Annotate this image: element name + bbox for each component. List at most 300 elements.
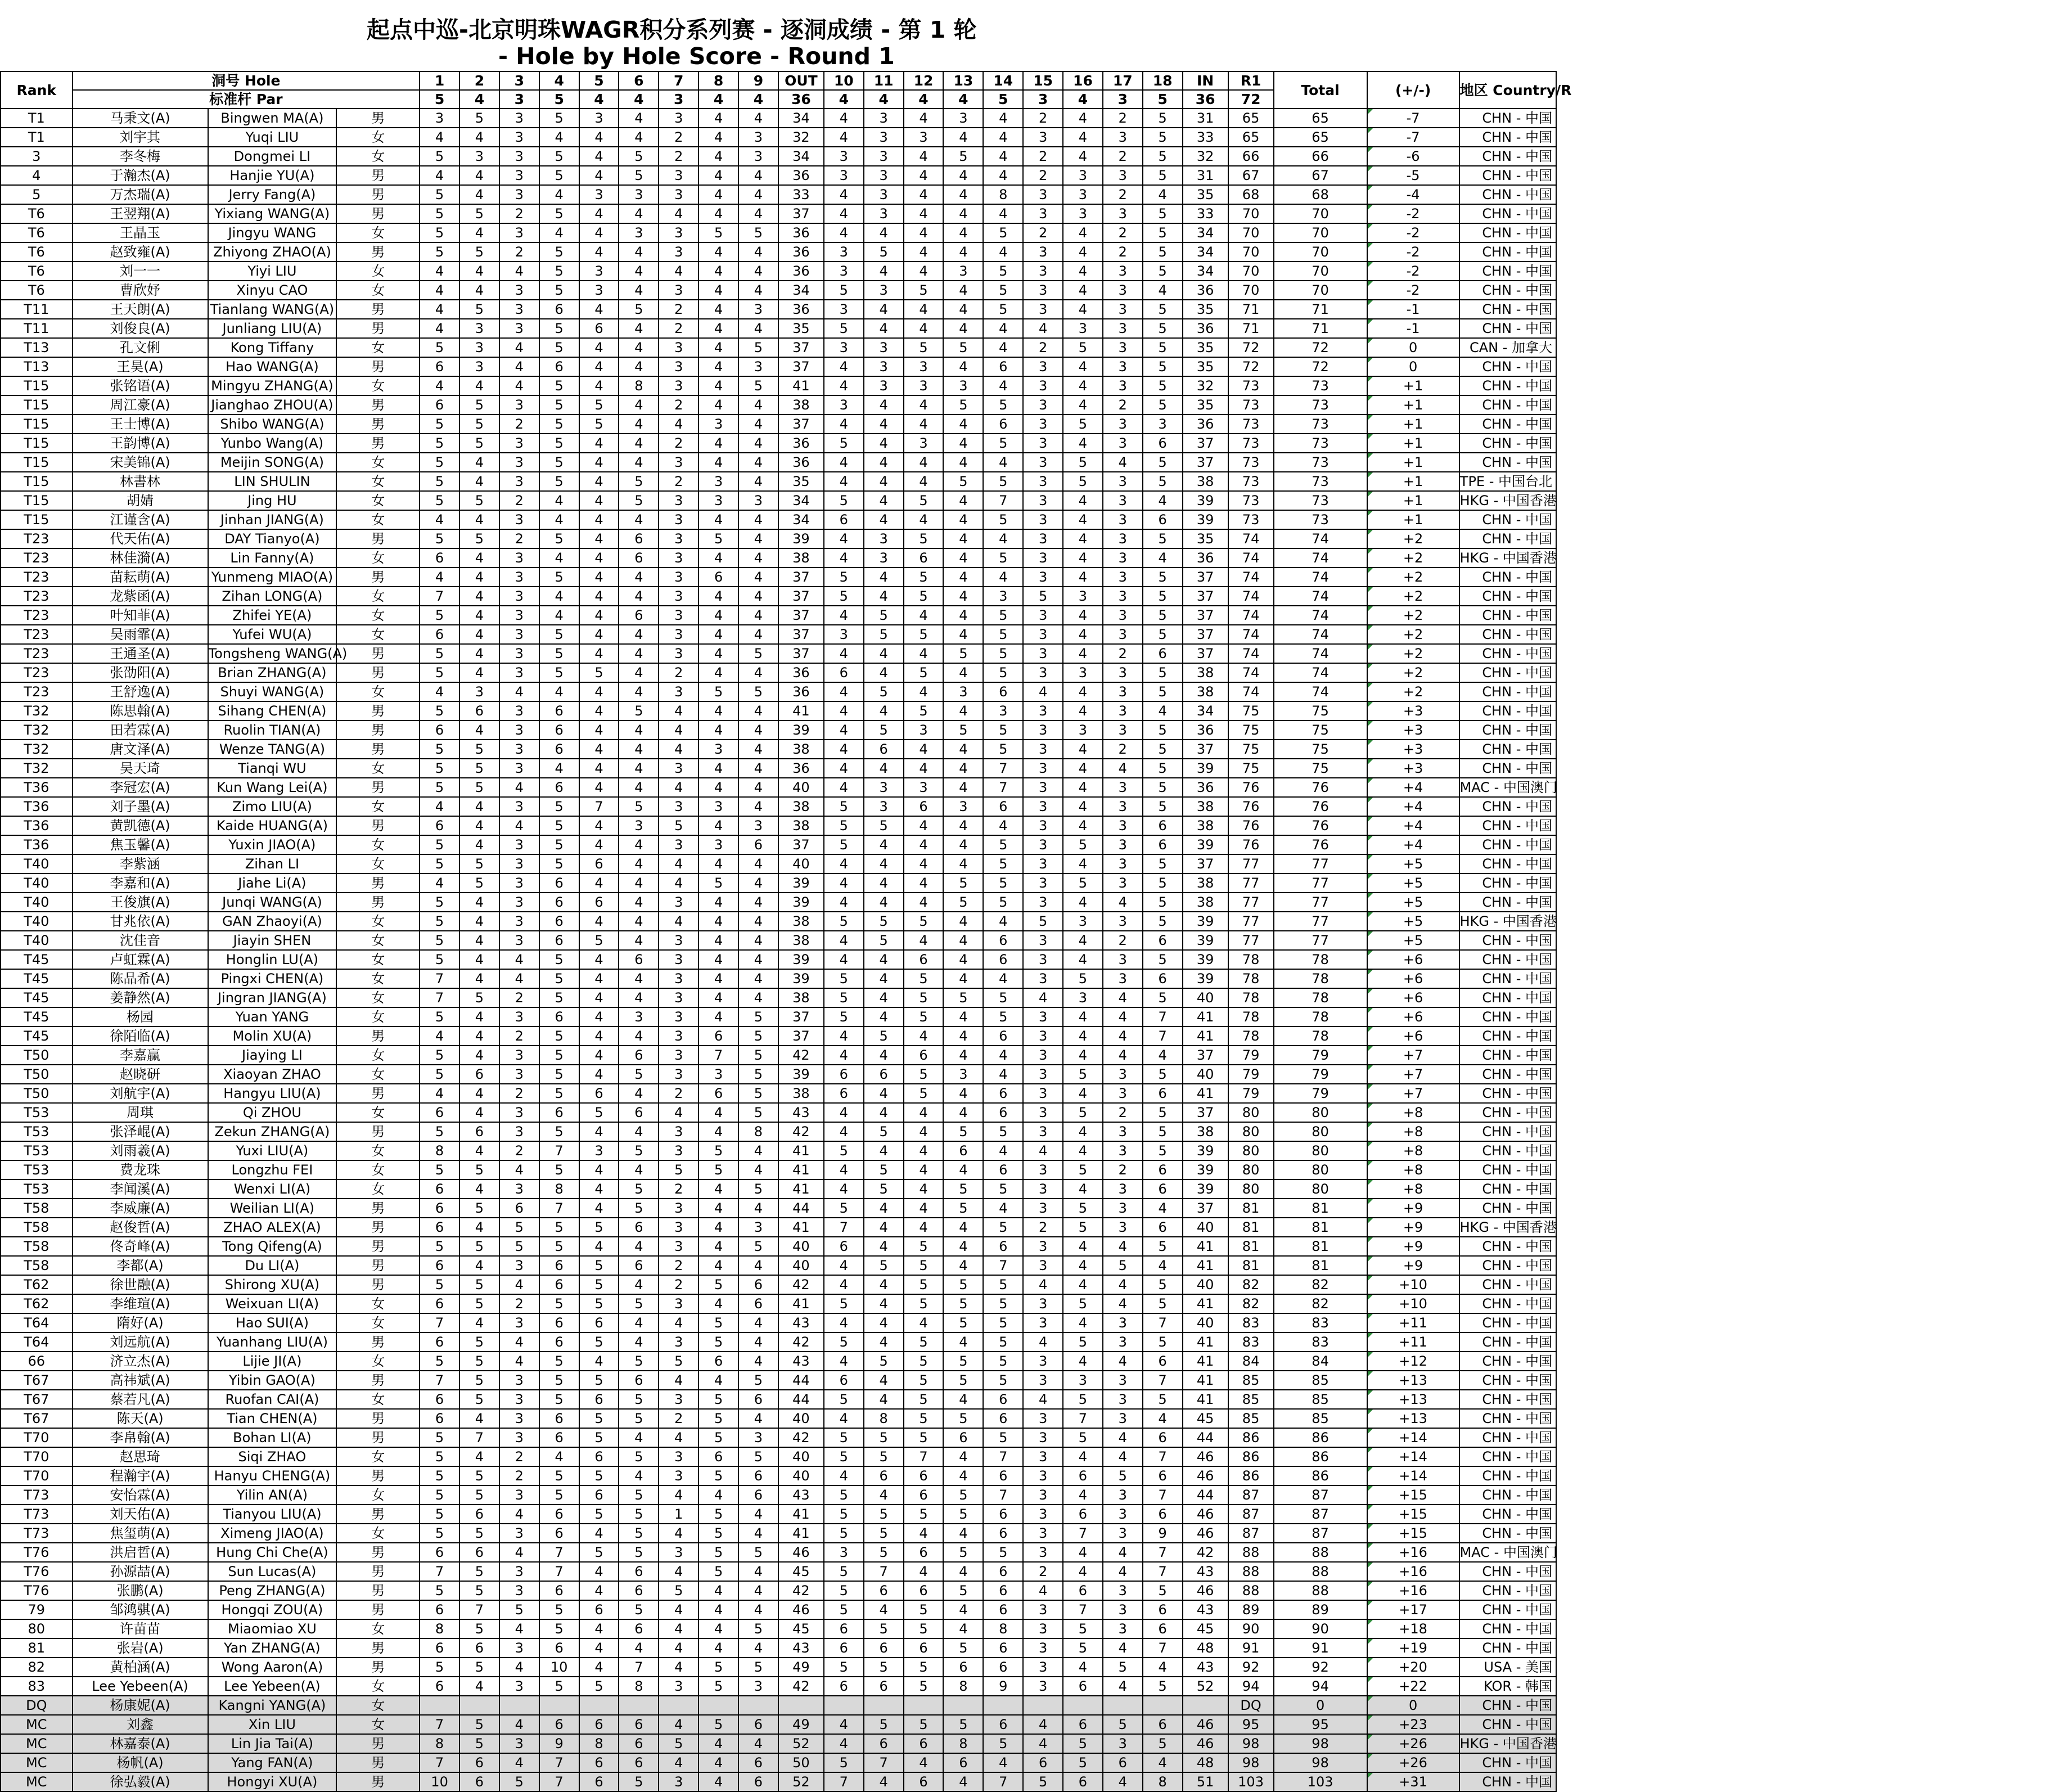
score-cell: 41: [778, 701, 824, 721]
score-cell: 4: [420, 510, 459, 529]
score-cell: 5: [824, 434, 864, 453]
score-cell: 3: [943, 262, 983, 281]
score-cell: 3: [824, 395, 864, 415]
gender-cell: 男: [336, 778, 420, 797]
score-cell: 6: [459, 1772, 499, 1791]
score-cell: 5: [738, 1447, 778, 1466]
score-cell: 4: [619, 969, 659, 988]
score-cell: 4: [539, 510, 579, 529]
score-cell: 5: [983, 1352, 1023, 1371]
score-cell: 4: [579, 1007, 619, 1026]
score-cell: 38: [1183, 816, 1228, 835]
rank-cell: T58: [1, 1256, 73, 1275]
score-cell: 4: [738, 1600, 778, 1619]
chinese-name-cell: 王通圣(A): [73, 644, 208, 663]
score-cell: 37: [778, 568, 824, 587]
score-cell: 5: [539, 1390, 579, 1409]
score-cell: 4: [824, 128, 864, 147]
score-cell: 4: [698, 453, 738, 472]
score-cell: 4: [1063, 893, 1103, 912]
score-cell: 4: [943, 740, 983, 759]
score-cell: 35: [1183, 357, 1228, 376]
table-row: [1, 1218, 1556, 1237]
score-cell: 6: [539, 1428, 579, 1447]
score-cell: 5: [983, 395, 1023, 415]
diff-cell: +4: [1367, 816, 1459, 835]
score-cell: 3: [864, 529, 904, 548]
score-cell: 5: [738, 1371, 778, 1390]
gender-cell: 女: [336, 223, 420, 242]
score-cell: 5: [459, 1715, 499, 1734]
score-cell: 4: [904, 874, 944, 893]
score-cell: 4: [824, 701, 864, 721]
round-score-cell: 76: [1228, 797, 1274, 816]
score-cell: 5: [1023, 912, 1063, 931]
score-cell: 3: [659, 357, 698, 376]
score-cell: 3: [1023, 854, 1063, 874]
diff-cell: +8: [1367, 1141, 1459, 1160]
diff-cell: +6: [1367, 1026, 1459, 1046]
score-cell: 4: [983, 147, 1023, 166]
table-row: [1, 166, 1556, 185]
score-cell: 5: [420, 778, 459, 797]
round-score-cell: 80: [1228, 1160, 1274, 1179]
score-cell: 5: [579, 1677, 619, 1696]
score-cell: 5: [459, 395, 499, 415]
score-cell: 3: [1023, 1409, 1063, 1428]
rank-cell: T36: [1, 797, 73, 816]
score-cell: 6: [698, 1352, 738, 1371]
score-cell: 42: [778, 1275, 824, 1294]
english-name-cell: Honglin LU(A): [208, 950, 337, 969]
score-cell: 4: [420, 166, 459, 185]
table-row: [1, 434, 1556, 453]
score-cell: 3: [1103, 1524, 1143, 1543]
english-name-cell: Zekun ZHANG(A): [208, 1122, 337, 1141]
score-cell: 5: [738, 1026, 778, 1046]
chinese-name-cell: 李紫涵: [73, 854, 208, 874]
score-cell: 6: [539, 1638, 579, 1658]
score-cell: 39: [778, 969, 824, 988]
score-cell: 2: [659, 1084, 698, 1103]
table-row: [1, 1160, 1556, 1179]
score-cell: 5: [539, 1237, 579, 1256]
score-cell: 3: [1103, 1371, 1143, 1390]
score-cell: 4: [1023, 1715, 1063, 1734]
score-cell: 6: [420, 1677, 459, 1696]
rank-cell: T62: [1, 1275, 73, 1294]
score-cell: 4: [459, 912, 499, 931]
score-cell: 4: [698, 912, 738, 931]
total-cell: 75: [1274, 759, 1367, 778]
score-cell: 3: [659, 1007, 698, 1026]
score-cell: 5: [459, 529, 499, 548]
score-cell: 4: [579, 682, 619, 701]
score-cell: 5: [824, 587, 864, 606]
rank-cell: MC: [1, 1772, 73, 1791]
rank-cell: 81: [1, 1638, 73, 1658]
diff-cell: +22: [1367, 1677, 1459, 1696]
score-cell: 34: [1183, 262, 1228, 281]
score-cell: 3: [659, 529, 698, 548]
score-cell: 5: [983, 1179, 1023, 1199]
score-cell: 3: [1023, 1466, 1063, 1485]
gender-cell: 男: [336, 166, 420, 185]
chinese-name-cell: 杨帆(A): [73, 1753, 208, 1772]
score-cell: 5: [983, 510, 1023, 529]
round-score-cell: 82: [1228, 1275, 1274, 1294]
score-cell: 39: [778, 874, 824, 893]
score-cell: 37: [778, 1007, 824, 1026]
score-cell: 35: [1183, 300, 1228, 319]
score-cell: 3: [904, 434, 944, 453]
score-cell: 5: [1063, 1294, 1103, 1313]
score-cell: 4: [864, 223, 904, 242]
english-name-cell: Bohan LI(A): [208, 1428, 337, 1447]
score-cell: 3: [864, 797, 904, 816]
score-cell: 5: [943, 1485, 983, 1505]
score-cell: 4: [904, 223, 944, 242]
score-cell: 5: [824, 816, 864, 835]
gender-cell: 男: [336, 1638, 420, 1658]
score-cell: 5: [539, 147, 579, 166]
score-cell: 3: [1023, 529, 1063, 548]
score-cell: 2: [659, 1275, 698, 1294]
score-cell: 4: [539, 682, 579, 701]
score-cell: 6: [738, 1715, 778, 1734]
score-cell: 7: [420, 587, 459, 606]
score-cell: 4: [619, 319, 659, 338]
score-cell: 4: [459, 644, 499, 663]
chinese-name-cell: 宋美锦(A): [73, 453, 208, 472]
score-cell: 3: [499, 1581, 539, 1600]
score-cell: 3: [1063, 1371, 1103, 1390]
diff-cell: +13: [1367, 1371, 1459, 1390]
rank-cell: T15: [1, 415, 73, 434]
score-cell: 5: [904, 587, 944, 606]
score-cell: 4: [1063, 854, 1103, 874]
total-cell: 78: [1274, 988, 1367, 1007]
score-cell: 3: [659, 1466, 698, 1485]
diff-cell: +19: [1367, 1638, 1459, 1658]
score-cell: 6: [983, 797, 1023, 816]
score-cell: 40: [778, 854, 824, 874]
score-cell: 4: [619, 587, 659, 606]
score-cell: 5: [1063, 1753, 1103, 1772]
score-cell: 3: [1103, 1065, 1143, 1084]
round-score-cell: 79: [1228, 1046, 1274, 1065]
chinese-name-cell: 林書林: [73, 472, 208, 491]
score-cell: 4: [698, 1485, 738, 1505]
score-cell: 5: [459, 1734, 499, 1753]
round-score-cell: 74: [1228, 663, 1274, 682]
score-cell: 6: [983, 1581, 1023, 1600]
score-cell: 5: [824, 1141, 864, 1160]
table-row: [1, 1199, 1556, 1218]
total-cell: 91: [1274, 1638, 1367, 1658]
score-cell: 6: [579, 893, 619, 912]
score-cell: 4: [943, 128, 983, 147]
country-cell: CHN - 中国: [1459, 931, 1556, 950]
score-cell: 3: [1023, 1160, 1063, 1179]
country-cell: CHN - 中国: [1459, 1600, 1556, 1619]
score-cell: 6: [983, 1658, 1023, 1677]
score-cell: [619, 1696, 659, 1715]
country-cell: CHN - 中国: [1459, 1141, 1556, 1160]
score-cell: 5: [824, 1007, 864, 1026]
score-cell: 4: [943, 166, 983, 185]
score-cell: 3: [499, 797, 539, 816]
score-cell: 4: [904, 1179, 944, 1199]
score-cell: 35: [778, 472, 824, 491]
score-cell: 37: [1183, 625, 1228, 644]
total-cell: 79: [1274, 1046, 1367, 1065]
score-cell: 3: [1023, 357, 1063, 376]
score-cell: 5: [738, 644, 778, 663]
score-cell: 4: [904, 185, 944, 204]
score-cell: 5: [420, 1046, 459, 1065]
country-cell: CHN - 中国: [1459, 1256, 1556, 1275]
score-cell: 5: [420, 1581, 459, 1600]
score-cell: 6: [420, 1390, 459, 1409]
country-cell: CHN - 中国: [1459, 701, 1556, 721]
diff-cell: +2: [1367, 529, 1459, 548]
score-cell: 5: [420, 415, 459, 434]
round-score-cell: 70: [1228, 262, 1274, 281]
score-cell: 7: [1143, 1562, 1183, 1581]
score-cell: 4: [459, 1179, 499, 1199]
diff-cell: +6: [1367, 969, 1459, 988]
score-cell: 5: [983, 874, 1023, 893]
score-cell: 7: [904, 1447, 944, 1466]
table-row: [1, 874, 1556, 893]
table-row: [1, 300, 1556, 319]
score-cell: 5: [1063, 1332, 1103, 1352]
diff-cell: +4: [1367, 778, 1459, 797]
score-cell: 2: [499, 415, 539, 434]
score-cell: 37: [1183, 453, 1228, 472]
par-value: 3: [499, 90, 539, 109]
score-cell: 7: [1143, 1007, 1183, 1026]
score-cell: 4: [499, 816, 539, 835]
score-cell: 4: [459, 1007, 499, 1026]
chinese-name-cell: 马秉文(A): [73, 109, 208, 128]
score-cell: 4: [420, 262, 459, 281]
rank-cell: T13: [1, 357, 73, 376]
score-cell: 36: [778, 242, 824, 262]
gender-cell: 男: [336, 1543, 420, 1562]
score-cell: [1103, 1696, 1143, 1715]
score-cell: 37: [778, 587, 824, 606]
total-cell: 76: [1274, 797, 1367, 816]
country-cell: CHN - 中国: [1459, 1485, 1556, 1505]
score-cell: 6: [420, 1638, 459, 1658]
score-cell: 4: [499, 262, 539, 281]
par-value: 5: [983, 90, 1023, 109]
score-cell: 4: [499, 1352, 539, 1371]
score-cell: 3: [1023, 434, 1063, 453]
score-cell: 5: [579, 1543, 619, 1562]
rank-cell: T13: [1, 338, 73, 357]
score-cell: 4: [539, 759, 579, 778]
score-cell: 5: [579, 1409, 619, 1428]
english-name-cell: Hongyi XU(A): [208, 1772, 337, 1791]
score-cell: 6: [420, 816, 459, 835]
score-cell: 3: [1063, 166, 1103, 185]
score-cell: 3: [659, 1026, 698, 1046]
score-cell: 3: [659, 281, 698, 300]
total-cell: 82: [1274, 1294, 1367, 1313]
score-cell: 3: [499, 663, 539, 682]
score-cell: 4: [579, 166, 619, 185]
english-name-cell: Yuqi LIU: [208, 128, 337, 147]
score-cell: 5: [698, 1313, 738, 1332]
score-cell: 5: [983, 300, 1023, 319]
total-cell: 68: [1274, 185, 1367, 204]
country-cell: CHN - 中国: [1459, 644, 1556, 663]
rank-cell: T36: [1, 816, 73, 835]
score-cell: 4: [738, 893, 778, 912]
score-cell: 3: [698, 491, 738, 510]
score-cell: 4: [904, 319, 944, 338]
english-name-cell: Brian ZHANG(A): [208, 663, 337, 682]
score-cell: 5: [539, 1619, 579, 1638]
score-cell: 4: [824, 1122, 864, 1141]
score-cell: 6: [983, 1524, 1023, 1543]
score-cell: 40: [1183, 1275, 1228, 1294]
rank-cell: T23: [1, 663, 73, 682]
score-cell: 4: [1063, 262, 1103, 281]
score-cell: 4: [579, 568, 619, 587]
score-cell: 9: [539, 1734, 579, 1753]
score-cell: 4: [1063, 395, 1103, 415]
score-cell: 3: [499, 1428, 539, 1447]
score-cell: 5: [1063, 874, 1103, 893]
score-cell: 6: [983, 1390, 1023, 1409]
country-cell: CHN - 中国: [1459, 950, 1556, 969]
gender-cell: 女: [336, 1046, 420, 1065]
score-cell: 4: [864, 1371, 904, 1390]
score-cell: 3: [1103, 1485, 1143, 1505]
score-cell: 5: [420, 893, 459, 912]
score-cell: 34: [778, 510, 824, 529]
english-name-cell: Jinhan JIANG(A): [208, 510, 337, 529]
diff-cell: +5: [1367, 874, 1459, 893]
score-cell: 4: [1063, 1275, 1103, 1294]
country-cell: CHN - 中国: [1459, 1428, 1556, 1447]
country-cell: CHN - 中国: [1459, 529, 1556, 548]
score-cell: 5: [943, 644, 983, 663]
diff-cell: +2: [1367, 682, 1459, 701]
score-cell: [1183, 1696, 1228, 1715]
score-cell: 4: [659, 1428, 698, 1447]
score-cell: 3: [659, 1390, 698, 1409]
score-cell: 5: [943, 395, 983, 415]
diff-cell: +9: [1367, 1199, 1459, 1218]
chinese-name-cell: 洪启哲(A): [73, 1543, 208, 1562]
english-name-cell: Jingyu WANG: [208, 223, 337, 242]
gender-cell: 男: [336, 1237, 420, 1256]
score-cell: 5: [864, 721, 904, 740]
score-cell: 3: [943, 376, 983, 395]
gender-cell: 女: [336, 1160, 420, 1179]
score-cell: 4: [864, 1237, 904, 1256]
score-cell: 5: [659, 1160, 698, 1179]
score-cell: 5: [420, 242, 459, 262]
score-cell: 5: [824, 1294, 864, 1313]
score-cell: 37: [1183, 644, 1228, 663]
round-score-cell: 86: [1228, 1428, 1274, 1447]
chinese-name-cell: 许苗苗: [73, 1619, 208, 1638]
score-cell: 4: [659, 1753, 698, 1772]
score-cell: 8: [864, 1409, 904, 1428]
score-cell: 4: [459, 223, 499, 242]
score-cell: 35: [1183, 395, 1228, 415]
score-cell: 4: [943, 816, 983, 835]
english-name-cell: ZHAO ALEX(A): [208, 1218, 337, 1237]
score-cell: 7: [539, 1753, 579, 1772]
score-cell: 5: [824, 1390, 864, 1409]
score-cell: 4: [1063, 682, 1103, 701]
score-cell: 6: [619, 1046, 659, 1065]
score-cell: 3: [1103, 548, 1143, 568]
score-cell: 5: [539, 1218, 579, 1237]
chinese-name-cell: 王俊旗(A): [73, 893, 208, 912]
score-cell: 4: [824, 472, 864, 491]
round-score-cell: 86: [1228, 1466, 1274, 1485]
table-row: [1, 854, 1556, 874]
score-cell: 5: [738, 223, 778, 242]
score-cell: 4: [1063, 778, 1103, 797]
english-name-cell: Jiayin SHEN: [208, 931, 337, 950]
score-cell: 3: [659, 1122, 698, 1141]
score-cell: 4: [619, 759, 659, 778]
score-cell: 34: [778, 109, 824, 128]
chinese-name-cell: 佟奇峰(A): [73, 1237, 208, 1256]
score-cell: 8: [420, 1619, 459, 1638]
english-name-cell: Jerry Fang(A): [208, 185, 337, 204]
score-cell: 4: [698, 319, 738, 338]
round-score-cell: 79: [1228, 1084, 1274, 1103]
chinese-name-cell: 王舒逸(A): [73, 682, 208, 701]
score-cell: 6: [539, 701, 579, 721]
country-cell: CHN - 中国: [1459, 204, 1556, 223]
chinese-name-cell: 周琪: [73, 1103, 208, 1122]
score-cell: 4: [738, 204, 778, 223]
diff-cell: +6: [1367, 1007, 1459, 1026]
score-cell: 4: [698, 816, 738, 835]
score-cell: 4: [824, 644, 864, 663]
score-cell: 37: [1183, 740, 1228, 759]
score-cell: 6: [698, 1026, 738, 1046]
score-cell: 4: [579, 950, 619, 969]
score-cell: 5: [824, 912, 864, 931]
total-cell: 85: [1274, 1409, 1367, 1428]
score-cell: 4: [459, 721, 499, 740]
score-cell: 4: [459, 376, 499, 395]
score-cell: 4: [1103, 1294, 1143, 1313]
score-cell: 6: [983, 1505, 1023, 1524]
score-cell: 37: [778, 338, 824, 357]
english-name-cell: GAN Zhaoyi(A): [208, 912, 337, 931]
rank-cell: T36: [1, 778, 73, 797]
score-cell: 5: [619, 1485, 659, 1505]
score-cell: 5: [659, 816, 698, 835]
score-cell: 4: [1063, 568, 1103, 587]
score-cell: 2: [1103, 1160, 1143, 1179]
score-cell: 32: [1183, 147, 1228, 166]
score-cell: 3: [1103, 204, 1143, 223]
